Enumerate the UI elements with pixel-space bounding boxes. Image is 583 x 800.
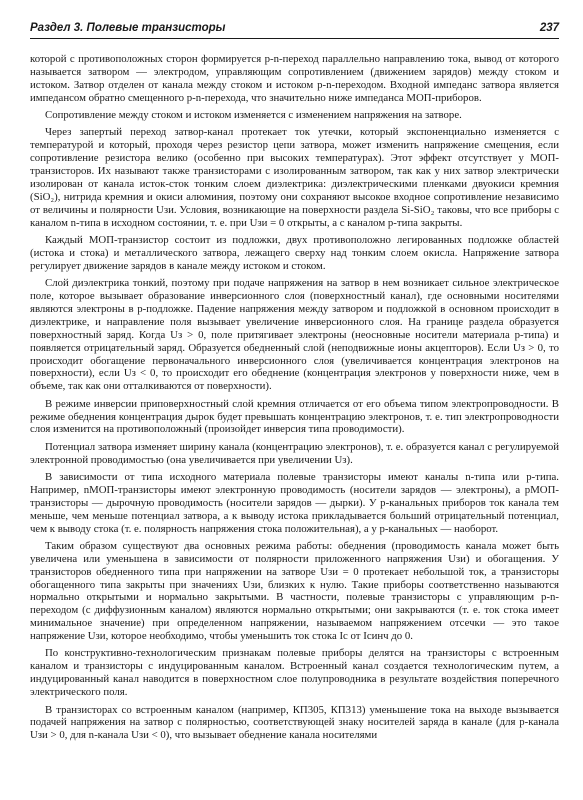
paragraph-leakage: Через запертый переход затвор-канал протекает ток утечки, который экспоненциально изменяется с температурой и который, проходя через резистор цепи затвора, может изменить напряжение смещения, если сопротивление резистора велико (особенно при высоких температурах). Этот эффект отсутствует у МОП-транзисторов. Их называют также транзисторами с изолированным затвором, так как у них затвор электрически изолирован от канала исток-сток тонким слоем диэлектрика: диэлектрическими пленками двуокиси кремния (SiO₂), нитрида кремния и окиси алюминия, поэтому они сохраняют высокое входное сопротивление независимо от величины и полярности Uзи. Условия, возникающие на поверхности раздела Si-SiO₂ таковы, что все приборы с каналом n-типа в исходном состоянии, т. е. при Uзи = 0 открыты, а с каналом p-типа закрыты. [30,126,559,229]
paragraph-gate-potential: Потенциал затвора изменяет ширину канала (концентрацию электронов), т. е. образуется канал с регулируемой электронной проводимостью (она увеличивается при увеличении Uз). [30,440,559,466]
paragraph-mos-structure: Каждый МОП-транзистор состоит из подложки, двух противоположно легированных подложке областей (истока и стока) и металлического затвора, лежащего сверху над тонким слоем окисла. Напряжение затвора регулирует движение зарядов в канале между истоком и стоком. [30,233,559,272]
paragraph-continued: которой с противоположных сторон формируется p-n-переход параллельно направлению тока, вывод от которого называется затвором — электродом, управляющим сопротивлением (движением зарядов) между стоком и истоком. Затвор отделен от канала между стоком и истоком p-n-переходом. Входной импеданс затвора является импедансом обратно смещенного p-n-перехода, что значительно ниже импеданса МОП-приборов. [30,53,559,104]
paragraph-inversion: В режиме инверсии приповерхностный слой кремния отличается от его объема типом электропроводности. В режиме обеднения концентрация дырок будет превышать концентрацию электронов, т. е. тип электропроводности слоя изменится на противоположный (произойдет инверсия типа проводимости). [30,397,559,436]
running-header [30,22,559,39]
paragraph-resistance: Сопротивление между стоком и истоком изменяется с изменением напряжения на затворе. [45,109,462,122]
paragraph-operating-modes: Таким образом существуют два основных режима работы: обеднения (проводимость канала может быть увеличена или уменьшена в зависимости от полярности приложенного напряжения Uзи) и обогащения. У транзисторов обедненного типа при напряжении на затворе Uзи = 0 протекает небольшой ток, а транзисторы обогащенного типа закрыты при значениях Uзи, близких к нулю. Такие приборы соответственно называются нормально открытыми и нормально закрытыми. В частности, полевые транзисторы с управляющим p-n-переходом (с диффузионным каналом) являются нормально открытыми; они закрываются (т. е. ток стока имеет минимальное значение) при определенном напряжении, называемом напряжением отсечки — это такое напряжение Uзи, которое необходимо, чтобы уменьшить ток стока Iс от Iсинч до 0. [30,539,559,643]
paragraph-channel-types: В зависимости от типа исходного материала полевые транзисторы имеют каналы n-типа или p-типа. Например, nМОП-транзисторы имеют электронную проводимость (носители зарядов — электроны), а pМОП-транзисторы — дырочную проводимость (носители зарядов — дырки). У p-канальных приборов ток канала тем меньше, чем меньше потенциал затвора, а к выводу истока прикладывается больший отрицательный потенциал, чем к выводу стока (т. е. полярность напряжения стока положительная), а у p-канальных — наоборот. [30,470,559,535]
paragraph-dielectric: Слой диэлектрика тонкий, поэтому при подаче напряжения на затвор в нем возникает сильное электрическое поле, которое вызывает образование инверсионного слоя (поверхностный канал), где основными носителями являются электроны в p-подложке. Падение напряжения между затвором и подложкой в основном происходит в диэлектрике, и направление поля вызывает увеличение инверсионного слоя. На границе раздела образуется поверхностный заряд. Когда Uз > 0, поле притягивает электроны (неосновные носители материала p-типа) и появляется отрицательный заряд. Образуется обедненный слой (неподвижные ионы акцепторов). Если Uз > 0, то происходит обогащение первоначального инверсионного слоя (увеличивается концентрация электронов на поверхности), если Uз < 0, то происходит его обеднение (концентрация электронов у поверхности ниже, чем в объеме, так как они отталкиваются от поверхности). [30,277,559,393]
page-number: 237 [539,22,559,34]
chapter-title: Раздел 3. Полевые транзисторы [30,22,226,34]
body-text [30,53,559,742]
paragraph-built-in-channel: В транзисторах со встроенным каналом (например, КП305, КП313) уменьшение тока на выходе вызывается подачей напряжения на затвор с полярностью, соответствующей знаку носителей заряда в канале (для p-канала Uзи > 0, для n-канала Uзи < 0), что вызывает обеднение канала носителями [30,703,559,742]
paragraph-construction: По конструктивно-технологическим признакам полевые приборы делятся на транзисторы с встроенным каналом и транзисторы с индуцированным каналом. Встроенный канал создается технологическим путем, а индуцированный канал наводится в поверхностном слое полупроводника в результате воздействия поперечного электрического поля. [30,647,559,699]
